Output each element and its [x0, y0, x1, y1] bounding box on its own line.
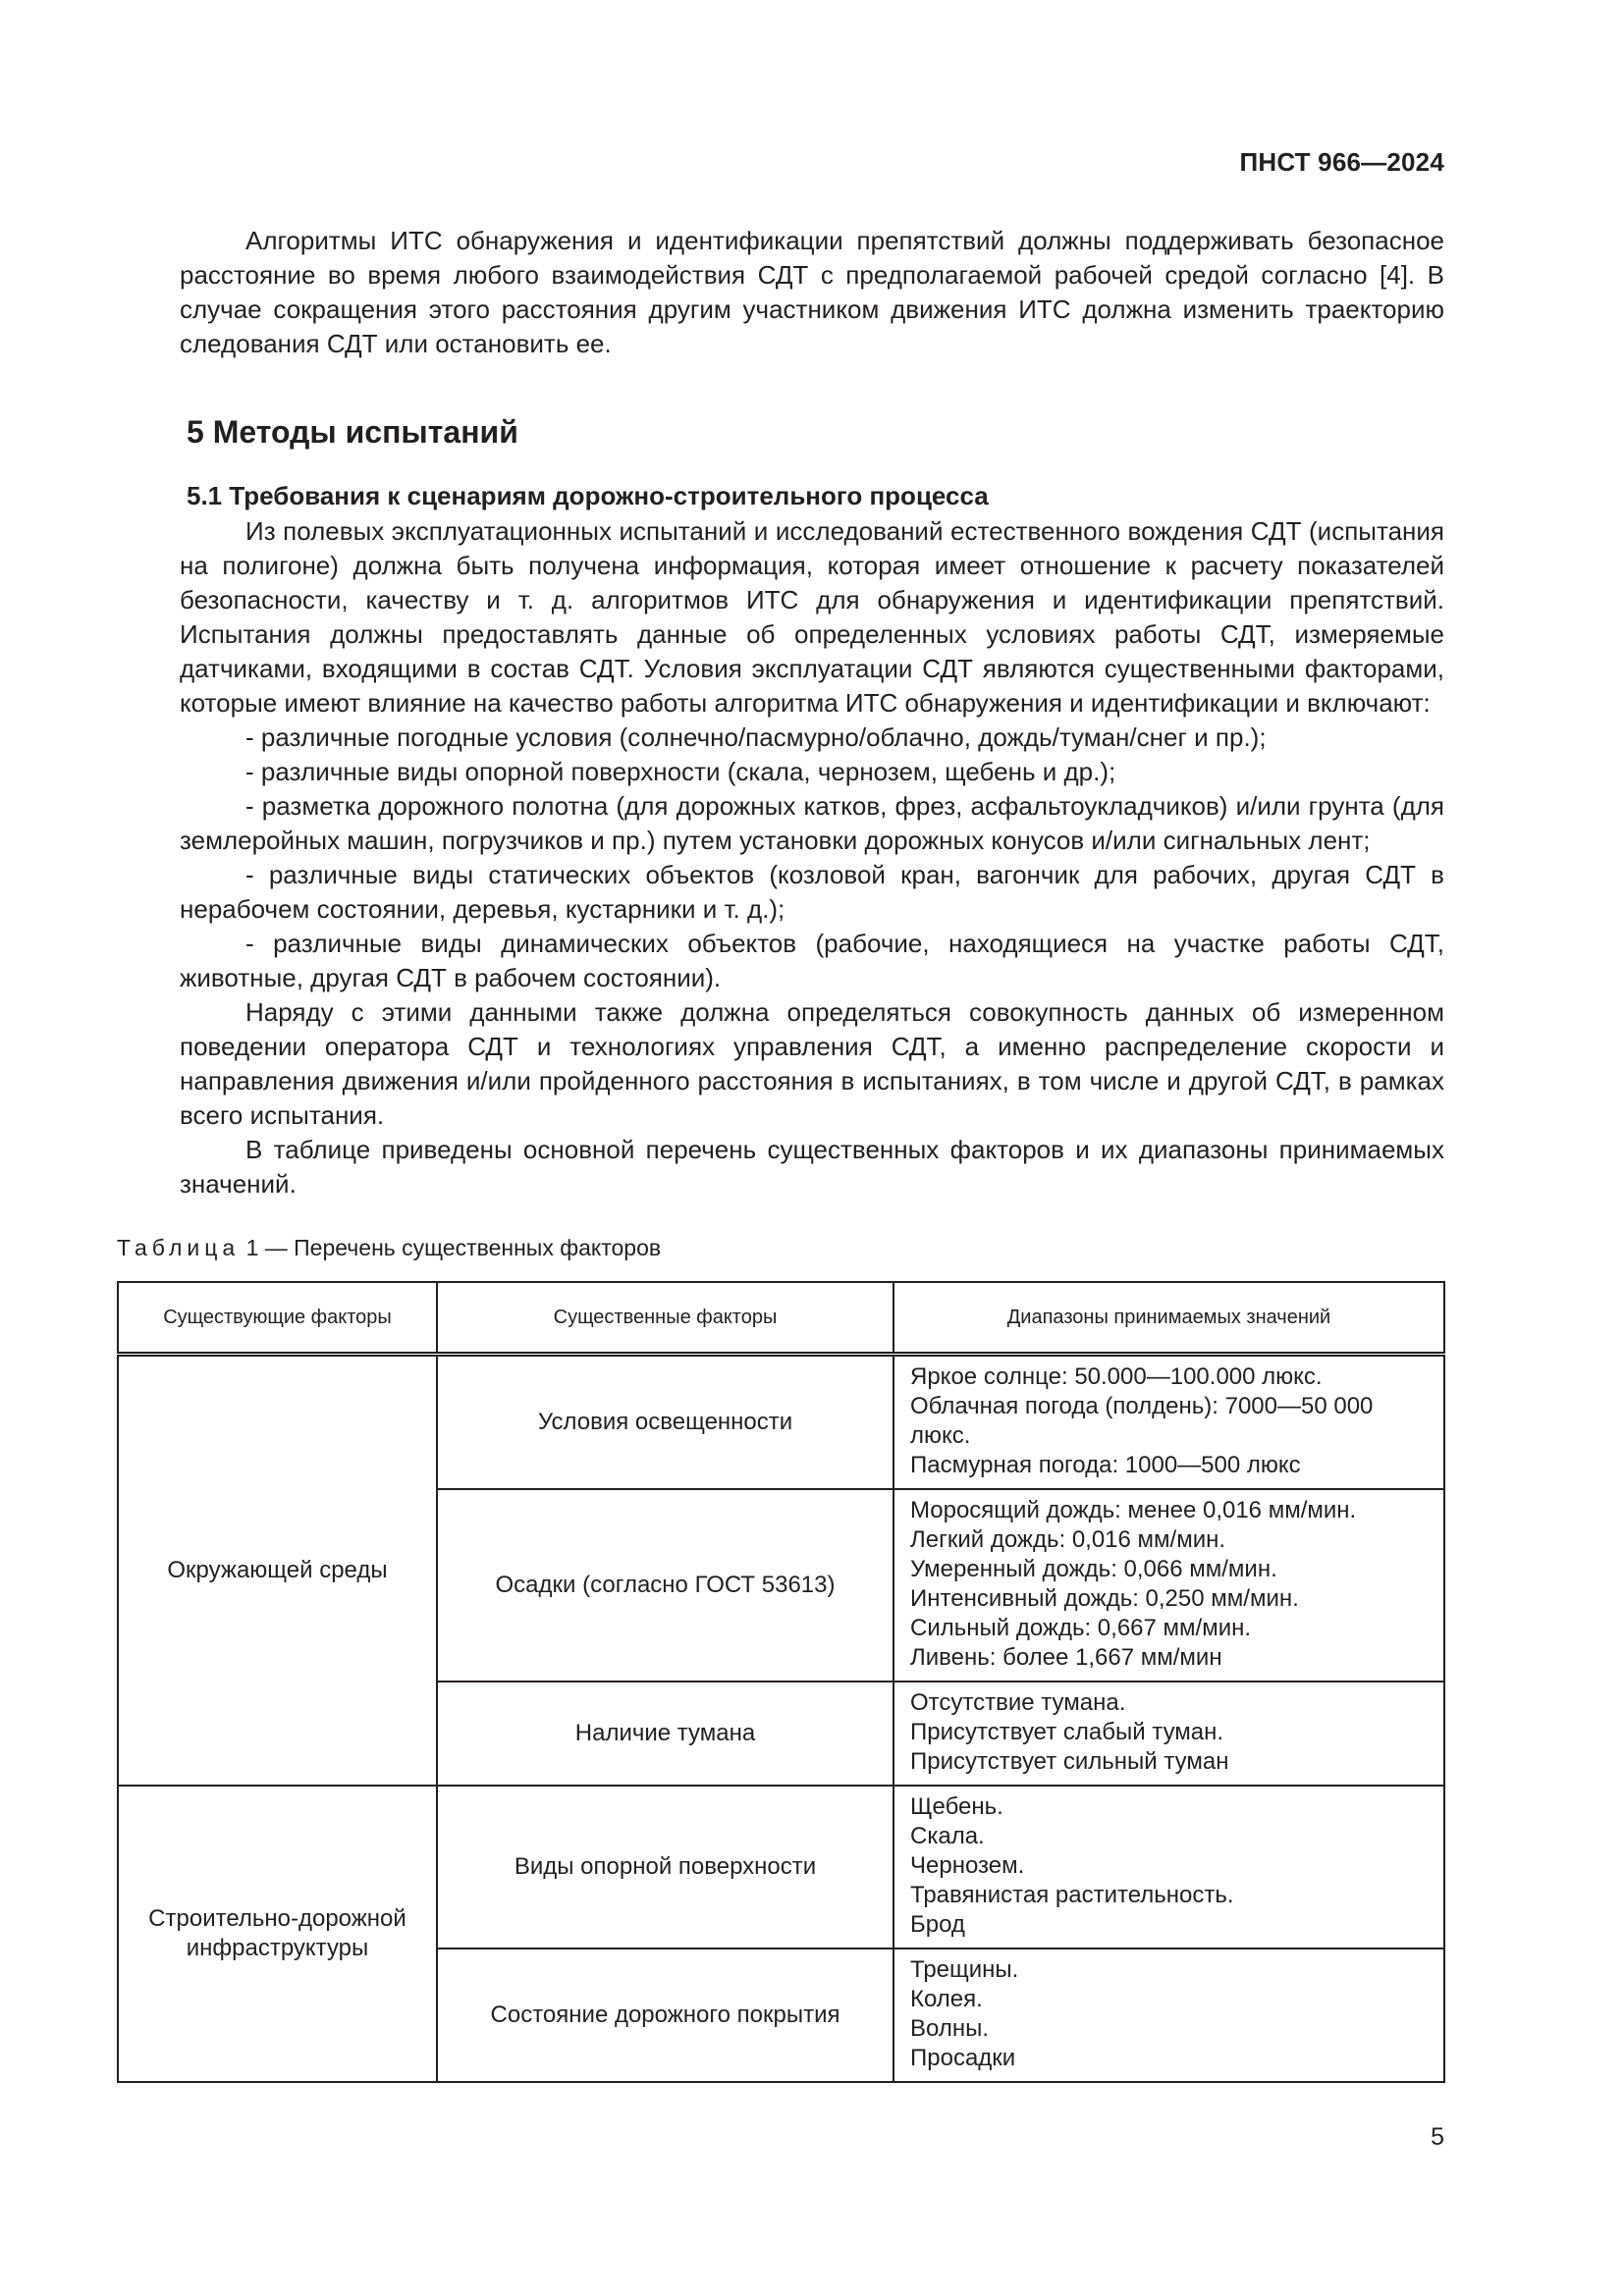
list-item: - различные виды опорной поверхности (скала, чернозем, щебень и др.);: [245, 757, 1116, 786]
factors-table: [117, 1281, 1445, 2083]
subsection-heading: 5.1 Требования к сценариям дорожно-строительного процесса: [187, 481, 989, 510]
range-cell: [893, 1682, 1444, 1786]
range-value: Колея.: [910, 1986, 983, 2012]
table-row: [118, 1355, 1444, 1490]
document-code: ПНСТ 966—2024: [1239, 147, 1444, 177]
table-caption-text: 1 — Перечень существенных факторов: [240, 1235, 662, 1260]
table-caption-label: Таблица: [117, 1235, 241, 1260]
range-value: Облачная погода (полдень): 7000—50 000 люкс.: [910, 1393, 1374, 1449]
range-value: Трещины.: [910, 1956, 1019, 1983]
factor-cell: Осадки (согласно ГОСТ 53613): [437, 1489, 893, 1682]
group-cell: Строительно-дорожной инфраструктуры: [118, 1786, 437, 2082]
range-value: Присутствует слабый туман.: [910, 1719, 1224, 1745]
range-value: Травянистая растительность.: [910, 1882, 1234, 1908]
range-cell: [893, 1786, 1444, 1949]
range-value: Ливень: более 1,667 мм/мин: [910, 1644, 1222, 1671]
group-cell: Окружающей среды: [118, 1355, 437, 1787]
range-cell: [893, 1949, 1444, 2082]
range-value: Отсутствие тумана.: [910, 1689, 1126, 1716]
list-item: - различные погодные условия (солнечно/пасмурно/облачно, дождь/туман/снег и пр.);: [245, 722, 1267, 752]
range-value: Интенсивный дождь: 0,250 мм/мин.: [910, 1585, 1299, 1612]
factor-cell: Наличие тумана: [437, 1682, 893, 1786]
list-item: - различные виды статических объектов (козловой кран, вагончик для рабочих, другая СДТ в нерабочем состоянии, деревья, кустарники и т. д.);: [180, 860, 1444, 924]
header-cell: Существенные факторы: [437, 1282, 893, 1355]
range-value: Скала.: [910, 1823, 985, 1849]
paragraph: Из полевых эксплуатационных испытаний и исследований естественного вождения СДТ (испытания на полигоне) должна быть получена информация, которая имеет отношение к расчету показателей безопасности, качеству и т. д. алгоритмов ИТС для обнаружения и идентификации препятствий. Испытания должны предоставлять данные об определенных условиях работы СДТ, измеряемые датчиками, входящими в состав СДТ. Условия эксплуатации СДТ являются существенными факторами, которые имеют влияние на качество работы алгоритма ИТС обнаружения и идентификации и включают:: [180, 516, 1444, 718]
range-value: Присутствует сильный туман: [910, 1748, 1229, 1775]
range-cell: [893, 1355, 1444, 1490]
factor-cell: Условия освещенности: [437, 1355, 893, 1490]
factor-cell: Состояние дорожного покрытия: [437, 1949, 893, 2082]
paragraph: В таблице приведены основной перечень существенных факторов и их диапазоны принимаемых значений.: [180, 1135, 1444, 1199]
range-value: Пасмурная погода: 1000—500 люкс: [910, 1452, 1301, 1478]
range-cell: [893, 1489, 1444, 1682]
range-value: Чернозем.: [910, 1852, 1025, 1879]
range-value: Моросящий дождь: менее 0,016 мм/мин.: [910, 1497, 1357, 1523]
range-value: Сильный дождь: 0,667 мм/мин.: [910, 1615, 1252, 1641]
list-item: - разметка дорожного полотна (для дорожных катков, фрез, асфальтоукладчиков) и/или грунта (для землеройных машин, погрузчиков и пр.) путем установки дорожных конусов и/или сигнальных лент;: [180, 791, 1444, 855]
table-caption: [117, 1235, 661, 1261]
header-cell: Диапазоны принимаемых значений: [893, 1282, 1444, 1355]
range-value: Легкий дождь: 0,016 мм/мин.: [910, 1526, 1226, 1553]
range-value: Брод: [910, 1911, 965, 1938]
factor-cell: Виды опорной поверхности: [437, 1786, 893, 1949]
page-number: 5: [1431, 2123, 1444, 2151]
table-row: [118, 1786, 1444, 1949]
range-value: Щебень.: [910, 1793, 1003, 1820]
paragraph: Наряду с этими данными также должна определяться совокупность данных об измеренном поведении оператора СДТ и технологиях управления СДТ, а именно распределение скорости и направления движения и/или пройденного расстояния в испытаниях, в том числе и другой СДТ, в рамках всего испытания.: [180, 997, 1444, 1130]
section-heading: 5 Методы испытаний: [187, 414, 518, 450]
range-value: Умеренный дождь: 0,066 мм/мин.: [910, 1556, 1277, 1582]
header-cell: Существующие факторы: [118, 1282, 437, 1355]
table-header-row: [118, 1282, 1444, 1355]
range-value: Волны.: [910, 2015, 990, 2042]
range-value: Просадки: [910, 2045, 1016, 2071]
body-text: [180, 224, 1444, 1201]
intro-paragraph: Алгоритмы ИТС обнаружения и идентификации препятствий должны поддерживать безопасное расстояние во время любого взаимодействия СДТ с предполагаемой рабочей средой согласно [4]. В случае сокращения этого расстояния другим участником движения ИТС должна изменить траекторию следования СДТ или остановить ее.: [180, 226, 1444, 358]
range-value: Яркое солнце: 50.000—100.000 люкс.: [910, 1363, 1323, 1390]
list-item: - различные виды динамических объектов (рабочие, находящиеся на участке работы СДТ, животные, другая СДТ в рабочем состоянии).: [180, 929, 1444, 992]
